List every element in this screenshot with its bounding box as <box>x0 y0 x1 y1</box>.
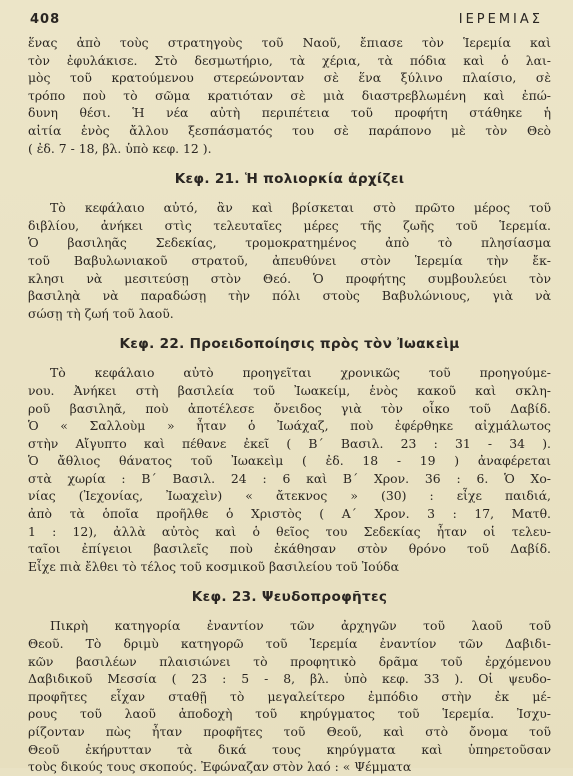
text-line: Ὁ ἄθλιος θάνατος τοῦ Ἰωακεὶμ ( ἐδ. 18 - 19 ) ἀναφέρεται <box>28 453 551 469</box>
section-chapter-22 <box>28 336 551 575</box>
running-header <box>28 12 551 34</box>
text-line: Πικρὴ κατηγορία ἐναντίον τῶν ἀρχηγῶν τοῦ λαοῦ τοῦ <box>50 618 551 634</box>
text-line: ροῦ βασιληᾶ, ποὺ ἀποτέλεσε ὄνειδος γιὰ τὸν οἶκο τοῦ Δαβίδ. <box>28 400 551 416</box>
text-line: στὰ χωρία : Β΄ Βασιλ. 24 : 6 καὶ Β΄ Χρον. 36 : 6. Ὁ Χο- <box>28 470 551 486</box>
chapter-paragraph <box>28 199 551 322</box>
text-line: αἰτία ἑνὸς ἄλλου ξεσπάσματός του σὲ παράπονο μὲ τὸν Θεὸ <box>28 122 551 138</box>
text-line: κῶν βασιλέων πλαισιώνει τὸ προφητικὸ δρᾶμα τοῦ ἐρχόμενου <box>28 653 551 669</box>
text-line: Τὸ κεφάλαιο αὐτό, ἂν καὶ βρίσκεται στὸ πρῶτο μέρος τοῦ <box>50 200 551 216</box>
chapter-heading: Κεφ. 23. Ψευδοπροφῆτες <box>191 589 388 606</box>
text-line: μὸς τοῦ κρατούμενου στερεώνονταν σὲ ἕνα ξύλινο πλαίσιο, σὲ <box>28 70 551 86</box>
chapter-paragraph <box>28 617 551 775</box>
text-line: Τὸ κεφάλαιο αὐτὸ προηγεῖται χρονικῶς τοῦ προηγούμε- <box>50 365 551 381</box>
text-line: βασιληὰ νὰ παραδώσῃ τὴν πόλι στοὺς Βαβυλώνιους, γιὰ νὰ <box>28 288 551 304</box>
text-line: ρίζονταν πὼς ἦταν προφῆτες τοῦ Θεοῦ, καὶ στὸ ὄνομα τοῦ <box>28 724 551 739</box>
text-line: Εἶχε πιὰ ἔλθει τὸ τέλος τοῦ κοσμικοῦ βασιλείου τοῦ Ἰούδα <box>28 558 399 574</box>
chapter-heading: Κεφ. 21. Ἡ πολιορκία ἀρχίζει <box>174 171 405 188</box>
book-title: ΙΕΡΕΜΙΑΣ <box>458 12 543 27</box>
text-line: δυνη θέσι. Ἡ νέα αὐτὴ περιπέτεια τοῦ προφήτη στάθηκε ἡ <box>28 105 551 121</box>
text-line: τοῦ Βαβυλωνιακοῦ στρατοῦ, ἀπευθύνει στὸν Ἱερεμία τὴν ἔκ- <box>28 252 551 268</box>
text-line: Δαβιδικοῦ Μεσσία ( 23 : 5 - 8, βλ. ὑπὸ κεφ. 33 ). Οἱ ψευδο- <box>28 671 551 687</box>
text-line: ( ἐδ. 7 - 18, βλ. ὑπὸ κεφ. 12 ). <box>28 140 212 156</box>
text-line: Ὁ « Σαλλοὺμ » ἦταν ὁ Ἰωάχαζ, ποὺ ἐφέρθηκε αἰχμάλωτος <box>28 418 551 434</box>
text-line: ρους τοῦ λαοῦ ἀποδοχὴ τοῦ κηρύγματος τοῦ Ἱερεμία. Ἰσχυ- <box>28 706 551 722</box>
chapter-paragraph <box>28 364 551 575</box>
text-line: Θεοῦ ἐκήρυτταν τὰ δικά τους κηρύγματα καὶ ὑπηρετοῦσαν <box>28 741 551 757</box>
section-chapter-21 <box>28 171 551 322</box>
text-line: νίας (Ἰεχονίας, Ἰωαχεὶν) « ἄτεκνος » (30) : εἶχε παιδιά, <box>28 488 551 504</box>
section-chapter-23 <box>28 589 551 775</box>
text-line: τοὺς δικούς τους σκοπούς. Ἐφώναζαν στὸν λαό : « Ψέμματα <box>28 759 412 775</box>
text-line: Θεοῦ. Τὸ δριμὺ κατηγορῶ τοῦ Ἱερεμία ἐναντίον τῶν Δαβιδι- <box>28 636 551 652</box>
intro-paragraph <box>28 34 551 157</box>
text-line: Ὁ βασιληᾶς Σεδεκίας, τρομοκρατημένος ἀπὸ τὸ πλησίασμα <box>28 235 551 251</box>
text-line: ἀπὸ τὰ ὁποῖα προῆλθε ὁ Χριστὸς ( Α΄ Χρον. 3 : 17, Ματθ. <box>28 506 551 522</box>
chapter-heading: Κεφ. 22. Προειδοποίησις πρὸς τὸν Ἰωακεὶμ <box>119 336 460 353</box>
text-line: στὴν Αἴγυπτο καὶ πέθανε ἐκεῖ ( Β΄ Βασιλ. 23 : 31 - 34 ). <box>28 435 551 451</box>
text-line: νου. Ἀνήκει στὴ βασιλεία τοῦ Ἰωακείμ, ἑνὸς κακοῦ καὶ σκλη- <box>28 382 551 398</box>
text-line: τρόπο ποὺ τὸ σῶμα κρατιόταν σὲ μιὰ διαστρεβλωμένη καὶ ἐπώ- <box>28 87 551 103</box>
text-line: σώσῃ τὴ ζωή τοῦ λαοῦ. <box>28 305 174 321</box>
text-line: τὸν ἐφυλάκισε. Στὸ δεσμωτήριο, τὰ χέρια, τὰ πόδια καὶ ὁ λαι- <box>28 52 551 68</box>
text-line: ταῖοι ἐπίγειοι βασιλεῖς ποὺ ἐκάθησαν στὸν θρόνο τοῦ Δαβίδ. <box>28 541 551 557</box>
page-number: 408 <box>30 12 61 27</box>
text-line: ἕνας ἀπὸ τοὺς στρατηγοὺς τοῦ Ναοῦ, ἔπιασε τὸν Ἱερεμία καὶ <box>28 35 551 50</box>
text-line: 1 : 12), ἀλλὰ αὐτὸς καὶ ὁ θεῖος του Σεδεκίας ἦταν οἱ τελευ- <box>28 523 551 539</box>
text-line: διβλίου, ἀνήκει στὶς τελευταῖες μέρες τῆς ζωῆς τοῦ Ἱερεμία. <box>28 217 551 233</box>
text-line: προφῆτες εἶχαν σταθῇ τὸ μεγαλείτερο ἐμπόδιο στὴν ἐκ μέ- <box>28 688 551 704</box>
text-line: κλησι νὰ μεσιτεύσῃ στὸν Θεό. Ὁ προφήτης συμβουλεύει τὸν <box>28 270 551 286</box>
